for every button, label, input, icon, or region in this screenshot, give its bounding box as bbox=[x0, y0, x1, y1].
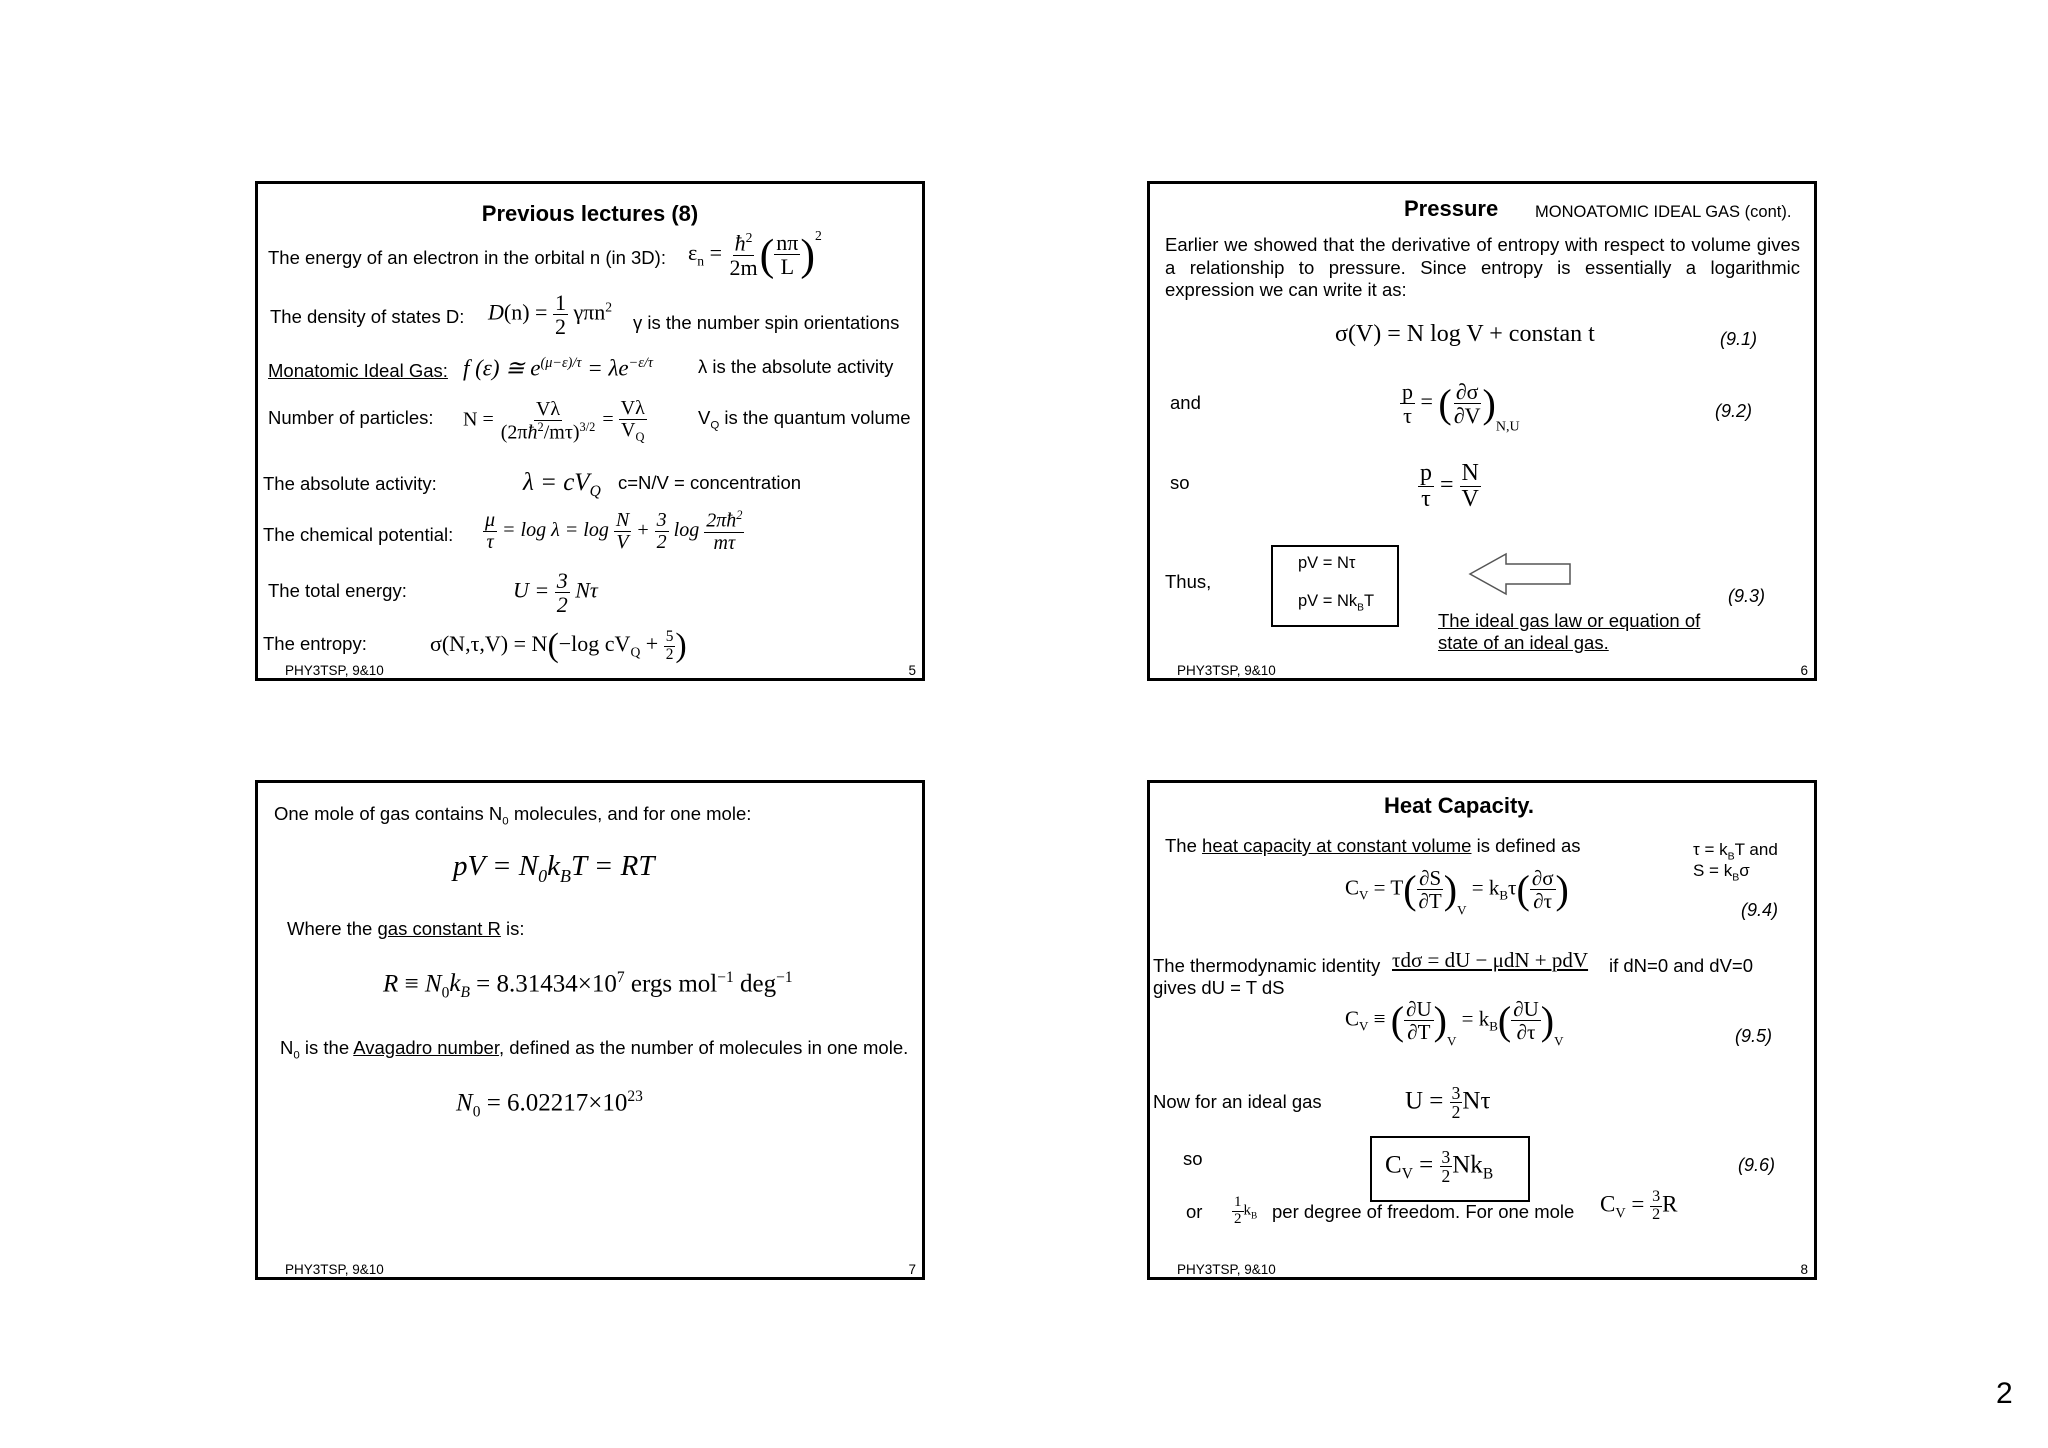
where-line: Where the gas constant R is: bbox=[287, 918, 525, 939]
ideal-gas-energy-equation: U = $\frac{3}{2}$ Nτ bbox=[1405, 1083, 1491, 1123]
total-energy-equation: U = $\frac{3}{2}$ Nτ bbox=[513, 568, 598, 618]
caption-line-2: state of an ideal gas. bbox=[1438, 632, 1609, 653]
slide-footer: PHY3TSP, 9&10 bbox=[1177, 663, 1276, 678]
slide-footer: PHY3TSP, 9&10 bbox=[285, 1262, 384, 1277]
entropy-label: The entropy: bbox=[263, 633, 367, 654]
equation-number-9-6: (9.6) bbox=[1738, 1155, 1776, 1175]
activity-note: c=N/V = concentration bbox=[618, 472, 802, 493]
slide-number: 6 bbox=[1800, 663, 1808, 678]
half-kb-expression: $\frac{1}{2}$ $k_B$ bbox=[1234, 1194, 1258, 1227]
slide-footer: PHY3TSP, 9&10 bbox=[285, 663, 384, 678]
intro-paragraph: Earlier we showed that the derivative of entropy with respect to volume gives a relationship to pressure. Since entropy is essentially a logarithmic expression we can write it as: bbox=[1165, 234, 1800, 300]
equation-9-2: $\frac{p}{\tau}$ = ( $\frac{\partial\sigma}{\partial V}$ )$_{N,U}$ bbox=[1402, 379, 1520, 435]
side-note-2: $S = k_B\sigma$ bbox=[1693, 861, 1750, 884]
slide-number: 7 bbox=[908, 1262, 916, 1277]
equation-9-4: $C_V = T$( $\frac{\partial S}{\partial T}$ )$_V = k_B\tau$( $\frac{\partial\sigma}{\partial\tau}$ ) bbox=[1345, 865, 1569, 918]
identity-label: The thermodynamic identity bbox=[1153, 955, 1381, 976]
energy-label: The energy of an electron in the orbital n (in 3D): bbox=[268, 247, 666, 268]
avogadro-equation: $N_0 = 6.02217\times 10^{23}$ bbox=[456, 1088, 643, 1121]
dos-label: The density of states D: bbox=[270, 306, 465, 327]
slide-title: Heat Capacity. bbox=[1384, 793, 1534, 818]
side-note-1: $\tau = k_BT$ and bbox=[1693, 840, 1778, 863]
box-line-1: pV = Nτ bbox=[1298, 554, 1356, 572]
molar-heat-capacity-equation: $C_V$ = $\frac{3}{2}$ R bbox=[1600, 1188, 1678, 1223]
avogadro-line: $N_0$ is the Avagadro number, defined as the number of molecules in one mole. bbox=[280, 1037, 909, 1062]
equation-number-9-4: (9.4) bbox=[1741, 900, 1779, 920]
ideal-gas-label: Now for an ideal gas bbox=[1153, 1091, 1322, 1112]
slide-subtitle: MONOATOMIC IDEAL GAS (cont). bbox=[1535, 203, 1792, 221]
entropy-equation: σ(N,τ,V) = N(−log $cV_Q$ + $\frac{5}{2}$ ) bbox=[430, 627, 687, 664]
chem-label: The chemical potential: bbox=[263, 524, 454, 545]
slide-5 bbox=[255, 181, 925, 681]
energy-equation: $\varepsilon_n$ = $\frac{ħ^2}{2m}$ ( $\frac{n\pi}{L}$ )$^2$ bbox=[688, 228, 822, 280]
heat-capacity-definition: The heat capacity at constant volume is defined as bbox=[1165, 835, 1581, 856]
ideal-gas-mole-equation: pV = $N_0k_BT$ = RT bbox=[453, 850, 655, 886]
slide-number: 5 bbox=[908, 663, 916, 678]
box-line-2: pV = $Nk_BT$ bbox=[1298, 592, 1375, 614]
dos-equation: D(n) = $\frac{1}{2}$ γπn$^2$ bbox=[488, 290, 613, 340]
particles-equation: N = $\frac{V\lambda}{(2\pi ħ^2/m\tau)^{3/2}}$ = $\frac{V\lambda}{V_Q}$ bbox=[463, 397, 645, 444]
gas-constant-equation: $R \equiv N_0k_B = 8.31434\times 10^7$ ergs mol$^{-1}$ deg$^{-1}$ bbox=[383, 969, 793, 1002]
identity-equation: τdσ = dU − μdN + pdV bbox=[1392, 948, 1589, 972]
equation-9-1: σ(V) = N log V + constan t bbox=[1335, 321, 1595, 347]
mig-label: Monatomic Ideal Gas: bbox=[268, 360, 448, 381]
caption-line-1: The ideal gas law or equation of bbox=[1438, 610, 1701, 631]
particles-label: Number of particles: bbox=[268, 407, 434, 428]
activity-label: The absolute activity: bbox=[263, 473, 437, 494]
slide-title: Pressure bbox=[1404, 196, 1499, 221]
identity-condition: if dN=0 and dV=0 bbox=[1609, 955, 1753, 976]
equation-number-9-2: (9.2) bbox=[1715, 401, 1753, 421]
equation-9-6: $C_V$ = $\frac{3}{2}$ $Nk_B$ bbox=[1385, 1147, 1494, 1187]
and-label: and bbox=[1170, 392, 1201, 413]
total-energy-label: The total energy: bbox=[268, 580, 407, 601]
equation-number-9-5: (9.5) bbox=[1735, 1026, 1773, 1046]
slide-title: Previous lectures (8) bbox=[481, 201, 699, 226]
so-label: so bbox=[1183, 1148, 1203, 1169]
slide-6 bbox=[1147, 181, 1817, 681]
slide-footer: PHY3TSP, 9&10 bbox=[1177, 1262, 1276, 1277]
slide-8 bbox=[1147, 780, 1817, 1280]
identity-line-2: gives dU = T dS bbox=[1153, 977, 1285, 998]
slide-7 bbox=[255, 780, 925, 1280]
thus-label: Thus, bbox=[1165, 571, 1212, 592]
mole-line: One mole of gas contains $N_0$ molecules, and for one mole: bbox=[274, 803, 752, 828]
per-dof-text: per degree of freedom. For one mole bbox=[1272, 1201, 1575, 1222]
particles-note: $V_Q$ is the quantum volume bbox=[698, 407, 911, 432]
chem-equation: $\frac{\mu}{\tau}$ = log λ = log $\frac{N}{V}$ + $\frac{3}{2}$ log $\frac{2\pi ħ^2}{m\tau}$ bbox=[485, 508, 743, 554]
mig-note: λ is the absolute activity bbox=[698, 356, 894, 377]
slide-number: 8 bbox=[1800, 1262, 1808, 1277]
or-label: or bbox=[1186, 1201, 1203, 1222]
dos-note: γ is the number spin orientations bbox=[633, 312, 900, 333]
equation-number-9-3: (9.3) bbox=[1728, 586, 1766, 606]
mig-equation: f (ε) ≅ $e^{(\mu-\varepsilon)/\tau} = \lambda e^{-\varepsilon/\tau}$ bbox=[463, 355, 653, 381]
so-label: so bbox=[1170, 472, 1190, 493]
activity-equation: $\lambda = cV_Q$ bbox=[523, 469, 601, 500]
left-arrow-icon bbox=[1468, 552, 1572, 596]
equation-so: $\frac{p}{\tau}$ = $\frac{N}{V}$ bbox=[1420, 460, 1479, 513]
equation-number-9-1: (9.1) bbox=[1720, 329, 1758, 349]
page-number: 2 bbox=[1996, 1377, 2013, 1410]
equation-9-5: $C_V$ ≡ ( $\frac{\partial U}{\partial T}$ )$_V = k_B$( $\frac{\partial U}{\partial\tau}$ )$_V$ bbox=[1345, 996, 1564, 1049]
